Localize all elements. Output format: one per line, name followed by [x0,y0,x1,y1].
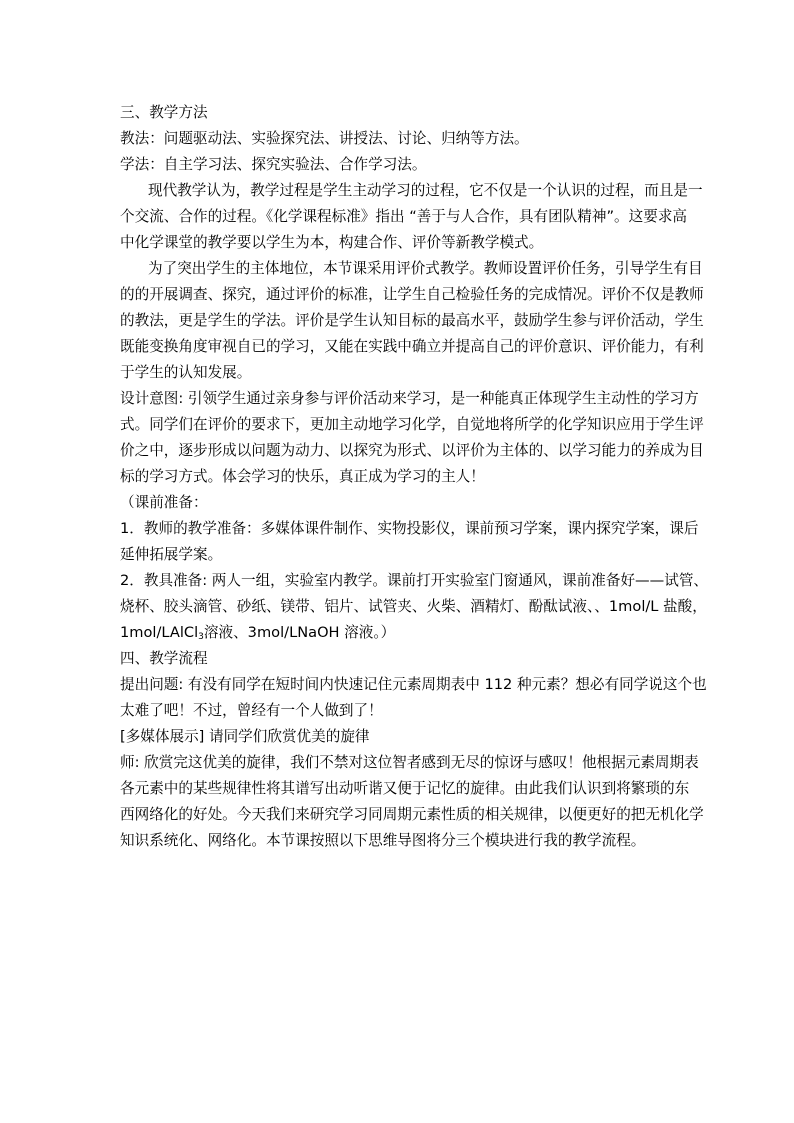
paragraph-line: 为了突出学生的主体地位，本节课采用评价式教学。教师设置评价任务，引导学生有目 [148,260,703,277]
paragraph-line: 太难了吧！不过，曾经有一个人做到了！ [120,702,383,719]
paragraph-line: 于学生的认知发展。 [120,364,252,381]
teaching-methods-line: 教法：问题驱动法、实验探究法、讲授法、讨论、归纳等方法。 [120,130,529,147]
chem-formula-rest: 溶液、3mol/LNaOH 溶液。） [203,624,396,641]
multimedia-line: [多媒体展示] 请同学们欣赏优美的旋律 [120,728,370,745]
paragraph-design-intent [120,386,704,490]
paragraph-line: 提出问题: 有没有同学在短时间内快速记住元素周期表中 112 种元素？想必有同学说这个也 [120,676,707,693]
paragraph-line: 个交流、合作的过程。《化学课程标准》指出 “善于与人合作，具有团队精神”。这要求高 [120,208,688,225]
paragraph-line: 设计意图: 引领学生通过亲身参与评价活动来学习，是一种能真正体现学生主动性的学习方 [120,390,699,407]
paragraph-line: 的教法，更是学生的学法。评价是学生认知目标的最高水平，鼓励学生参与评价活动，学生 [120,312,704,329]
prep-item-teacher [120,516,699,568]
chem-subscript: 3 [198,632,204,642]
paragraph-question [120,672,707,724]
prep-item-equipment [120,568,709,646]
paragraph-line [120,620,680,646]
prep-heading: （课前准备： [120,494,208,511]
paragraph-line: 1．教师的教学准备：多媒体课件制作、实物投影仪，课前预习学案，课内探究学案，课后 [120,520,699,537]
section-heading-methods: 三、教学方法 [120,104,208,121]
paragraph-line: 2．教具准备: 两人一组，实验室内教学。课前打开实验室门窗通风，课前准备好——试管、 [120,572,709,589]
paragraph-line: 的的开展调查、探究，通过评价的标准，让学生自己检验任务的完成情况。评价不仅是教师 [120,286,704,303]
paragraph-teacher [120,750,704,854]
paragraph-line: 式。同学们在评价的要求下，更加主动地学习化学，自觉地将所学的化学知识应用于学生评 [120,416,704,433]
document-page [120,100,709,854]
paragraph-line: 师: 欣赏完这优美的旋律，我们不禁对这位智者感到无尽的惊讶与感叹！他根据元素周期表 [120,754,699,771]
section-heading-flow: 四、教学流程 [120,650,208,667]
paragraph-line: 价之中，逐步形成以问题为动力、以探究为形式、以评价为主体的、以学习能力的养成为目 [120,442,704,459]
paragraph-line: 标的学习方式。体会学习的快乐，真正成为学习的主人！ [120,468,485,485]
paragraph-line: 知识系统化、网络化。本节课按照以下思维导图将分三个模块进行我的教学流程。 [120,832,646,849]
paragraph-modern-teaching [120,178,703,256]
learning-methods-line: 学法：自主学习法、探究实验法、合作学习法。 [120,156,427,173]
paragraph-line: 中化学课堂的教学要以学生为本，构建合作、评价等新教学模式。 [120,234,544,251]
chem-formula: 1mol/LAlCl [120,624,199,641]
paragraph-line: 西网络化的好处。今天我们来研究学习同周期元素性质的相关规律，以便更好的把无机化学 [120,806,704,823]
paragraph-line: 延伸拓展学案。 [120,546,223,563]
paragraph-line: 各元素中的某些规律性将其谱写出动听谐又便于记忆的旋律。由此我们认识到将繁琐的东 [120,780,690,797]
paragraph-line: 烧杯、胶头滴管、砂纸、镁带、铝片、试管夹、火柴、酒精灯、酚酞试液、、1mol/L 盐酸， [120,598,707,615]
paragraph-line: 现代教学认为，教学过程是学生主动学习的过程，它不仅是一个认识的过程，而且是一 [148,182,703,199]
paragraph-student-subject [120,256,704,386]
paragraph-line: 既能变换角度审视自已的学习，又能在实践中确立并提高自己的评价意识、评价能力，有利 [120,338,704,355]
